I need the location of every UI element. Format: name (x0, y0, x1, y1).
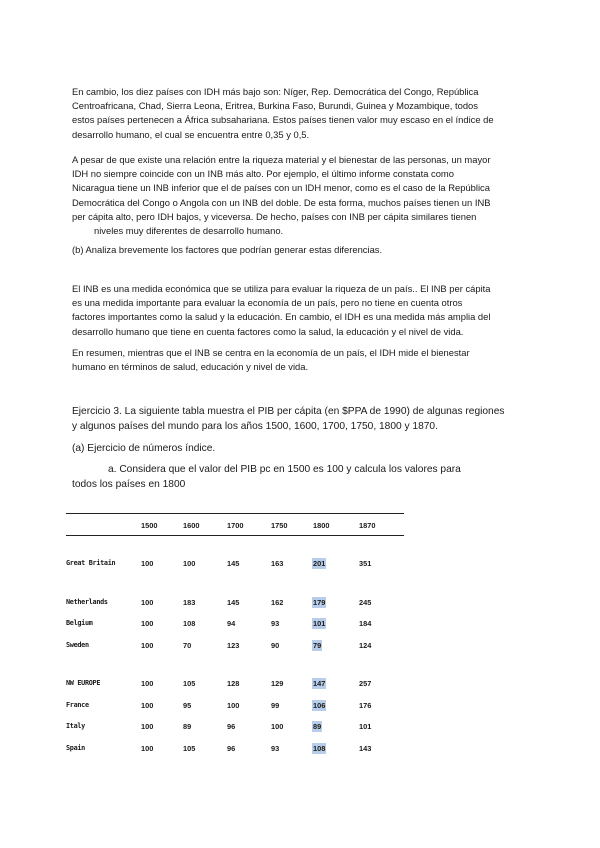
highlighted-cell-1800: 101 (313, 619, 326, 628)
table-cell: 100 (141, 559, 154, 568)
text-line: todos los países en 1800 (72, 479, 186, 490)
table-cell: 96 (227, 722, 236, 731)
table-cell: 145 (227, 598, 240, 607)
table-cell: 95 (183, 701, 192, 710)
paragraph-summary (72, 346, 532, 374)
row-label-great-britain: Great Britain (66, 559, 116, 567)
highlighted-cell-1800: 106 (313, 701, 326, 710)
table-cell: 100 (141, 619, 154, 628)
exercise-task-a (72, 462, 532, 492)
text-line: humano en términos de salud, educación y nivel de vida. (72, 361, 309, 373)
table-cell: 89 (183, 722, 192, 731)
row-label-italy: Italy (66, 722, 85, 730)
table-cell: 93 (271, 619, 280, 628)
table-cell: 245 (359, 598, 372, 607)
text-line: En resumen, mientras que el INB se centra en la economía de un país, el IDH mide el bienestar (72, 347, 470, 358)
table-cell: 94 (227, 619, 236, 628)
text-line: Democrática del Congo o Angola con un INB del doble. De esta forma, muchos países tienen un INB (72, 196, 491, 208)
table-cell: 93 (271, 744, 280, 753)
year-header-1500: 1500 (141, 521, 158, 530)
highlighted-cell-1800: 79 (313, 641, 322, 650)
table-cell: 163 (271, 559, 284, 568)
table-cell: 184 (359, 619, 372, 628)
table-cell: 100 (183, 559, 196, 568)
paragraph-inb-definition (72, 282, 532, 339)
text-line: (a) Ejercicio de números índice. (72, 443, 216, 454)
text-line: desarrollo humano que tiene en cuenta factores como la salud, la educación y el nivel de vida. (72, 325, 464, 337)
table-cell: 143 (359, 744, 372, 753)
table-cell: 100 (141, 722, 154, 731)
table-cell: 176 (359, 701, 372, 710)
table-cell: 257 (359, 679, 372, 688)
table-cell: 100 (271, 722, 284, 731)
row-label-france: France (66, 701, 89, 709)
table-cell: 101 (359, 722, 372, 731)
table-cell: 129 (271, 679, 284, 688)
text-line: Ejercicio 3. La siguiente tabla muestra el PIB per cápita (en $PPA de 1990) de algunas regiones (72, 406, 505, 417)
text-line: es una medida importante para evaluar la economía de un país, pero no tiene en cuenta otros (72, 297, 463, 309)
table-cell: 162 (271, 598, 284, 607)
text-line: desarrollo humano, el cual se encuentra entre 0,35 y 0,5. (72, 128, 310, 140)
text-line: niveles muy diferentes de desarrollo humano. (94, 225, 284, 237)
table-cell: 123 (227, 641, 240, 650)
exercise-3-statement (72, 404, 532, 434)
row-label-netherlands: Netherlands (66, 598, 108, 606)
year-header-1600: 1600 (183, 521, 200, 530)
table-cell: 105 (183, 744, 196, 753)
table-cell: 100 (141, 598, 154, 607)
highlighted-cell-1800: 108 (313, 744, 326, 753)
year-header-1700: 1700 (227, 521, 244, 530)
table-cell: 96 (227, 744, 236, 753)
text-line: factores importantes como la salud y la educación. En cambio, el IDH es una medida más amplia del (72, 311, 491, 323)
row-label-sweden: Sweden (66, 641, 89, 649)
text-line: Nicaragua tiene un INB inferior que el de países con un IDH menor, como es el caso de la República (72, 182, 490, 194)
row-label-belgium: Belgium (66, 619, 93, 627)
table-cell: 100 (141, 701, 154, 710)
text-line: El INB es una medida económica que se utiliza para evaluar la riqueza de un país.. El INB per cápita (72, 283, 491, 294)
table-top-rule (66, 513, 404, 514)
highlighted-cell-1800: 201 (313, 559, 326, 568)
table-header-rule (66, 535, 404, 536)
text-line: y algunos países del mundo para los años 1500, 1600, 1700, 1750, 1800 y 1870. (72, 421, 438, 432)
question-b (72, 243, 532, 257)
table-cell: 128 (227, 679, 240, 688)
text-line: estos países pertenecen a África subsahariana. Estos países tienen valor muy escaso en el índice de (72, 114, 494, 126)
table-cell: 105 (183, 679, 196, 688)
table-cell: 70 (183, 641, 192, 650)
row-label-nw-europe: NW EUROPE (66, 679, 101, 687)
table-cell: 100 (141, 679, 154, 688)
text-line: En cambio, los diez países con IDH más bajo son: Níger, Rep. Democrática del Congo, República (72, 86, 479, 97)
text-line: per cápita alto, pero IDH bajos, y viceversa. De hecho, países con INB per cápita similares tienen (72, 210, 477, 222)
table-cell: 99 (271, 701, 280, 710)
table-cell: 351 (359, 559, 372, 568)
text-line: IDH no siempre coincide con un INB más alto. Por ejemplo, el último informe constata como (72, 168, 454, 180)
table-cell: 100 (227, 701, 240, 710)
row-label-spain: Spain (66, 744, 85, 752)
text-line: A pesar de que existe una relación entre la riqueza material y el bienestar de las personas, un mayor (72, 154, 491, 165)
text-line: Centroafricana, Chad, Sierra Leona, Eritrea, Burkina Faso, Burundi, Guinea y Mozambique, todos (72, 100, 478, 112)
paragraph-lowest-idh (72, 85, 532, 142)
table-cell: 100 (141, 744, 154, 753)
text-line: a. Considera que el valor del PIB pc en 1500 es 100 y calcula los valores para (108, 464, 461, 475)
year-header-1800: 1800 (313, 521, 330, 530)
exercise-subheading-a (72, 441, 532, 456)
table-cell: 183 (183, 598, 196, 607)
table-cell: 90 (271, 641, 280, 650)
table-cell: 108 (183, 619, 196, 628)
table-cell: 124 (359, 641, 372, 650)
text-line: (b) Analiza brevemente los factores que podrían generar estas diferencias. (72, 244, 383, 255)
highlighted-cell-1800: 89 (313, 722, 322, 731)
highlighted-cell-1800: 179 (313, 598, 326, 607)
year-header-1870: 1870 (359, 521, 376, 530)
highlighted-cell-1800: 147 (313, 679, 326, 688)
year-header-1750: 1750 (271, 521, 288, 530)
paragraph-inb-idh-relation (72, 153, 532, 238)
table-cell: 100 (141, 641, 154, 650)
table-cell: 145 (227, 559, 240, 568)
